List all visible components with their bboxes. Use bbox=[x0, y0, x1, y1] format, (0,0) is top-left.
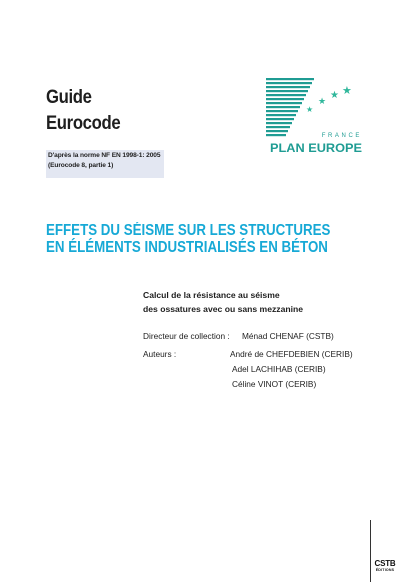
document-title bbox=[46, 222, 373, 256]
star-icon: ★ bbox=[318, 97, 327, 107]
document-subtitle bbox=[143, 288, 303, 316]
vertical-rule bbox=[370, 520, 371, 582]
author-name: Adel LACHIHAB (CERIB) bbox=[232, 364, 326, 374]
norm-reference-line-2: (Eurocode 8, partie 1) bbox=[48, 162, 114, 169]
star-icon: ★ bbox=[330, 90, 339, 101]
series-title-line-1: Guide bbox=[46, 87, 92, 108]
logo-country-label: FRANCE bbox=[321, 133, 362, 139]
publisher-logo bbox=[372, 560, 398, 573]
document-title-line-1: EFFETS DU SÉISME SUR LES STRUCTURES bbox=[46, 222, 331, 239]
stars-graphic bbox=[306, 84, 352, 114]
publisher-name: CSTB bbox=[374, 559, 396, 568]
plan-europe-logo bbox=[266, 78, 366, 166]
star-icon: ★ bbox=[306, 105, 314, 114]
logo-program-label: PLAN EUROPE bbox=[270, 141, 362, 155]
document-subtitle-line-1: Calcul de la résistance au séisme bbox=[143, 290, 280, 300]
director-label: Directeur de collection : bbox=[143, 331, 230, 341]
director-name: Ménad CHENAF (CSTB) bbox=[242, 331, 334, 341]
document-subtitle-line-2: des ossatures avec ou sans mezzanine bbox=[143, 304, 304, 314]
document-title-line-2: EN ÉLÉMENTS INDUSTRIALISÉS EN BÉTON bbox=[46, 239, 328, 256]
star-icon: ★ bbox=[342, 84, 352, 97]
author-name: Céline VINOT (CERIB) bbox=[232, 379, 317, 389]
series-title-line-2: Eurocode bbox=[46, 113, 121, 134]
norm-reference-line-1: D'après la norme NF EN 1998-1: 2005 bbox=[48, 152, 161, 159]
author-name: André de CHEFDEBIEN (CERIB) bbox=[230, 349, 353, 359]
series-title bbox=[46, 85, 120, 137]
authors-label: Auteurs : bbox=[143, 349, 177, 359]
publisher-sub: ÉDITIONS bbox=[375, 568, 395, 572]
